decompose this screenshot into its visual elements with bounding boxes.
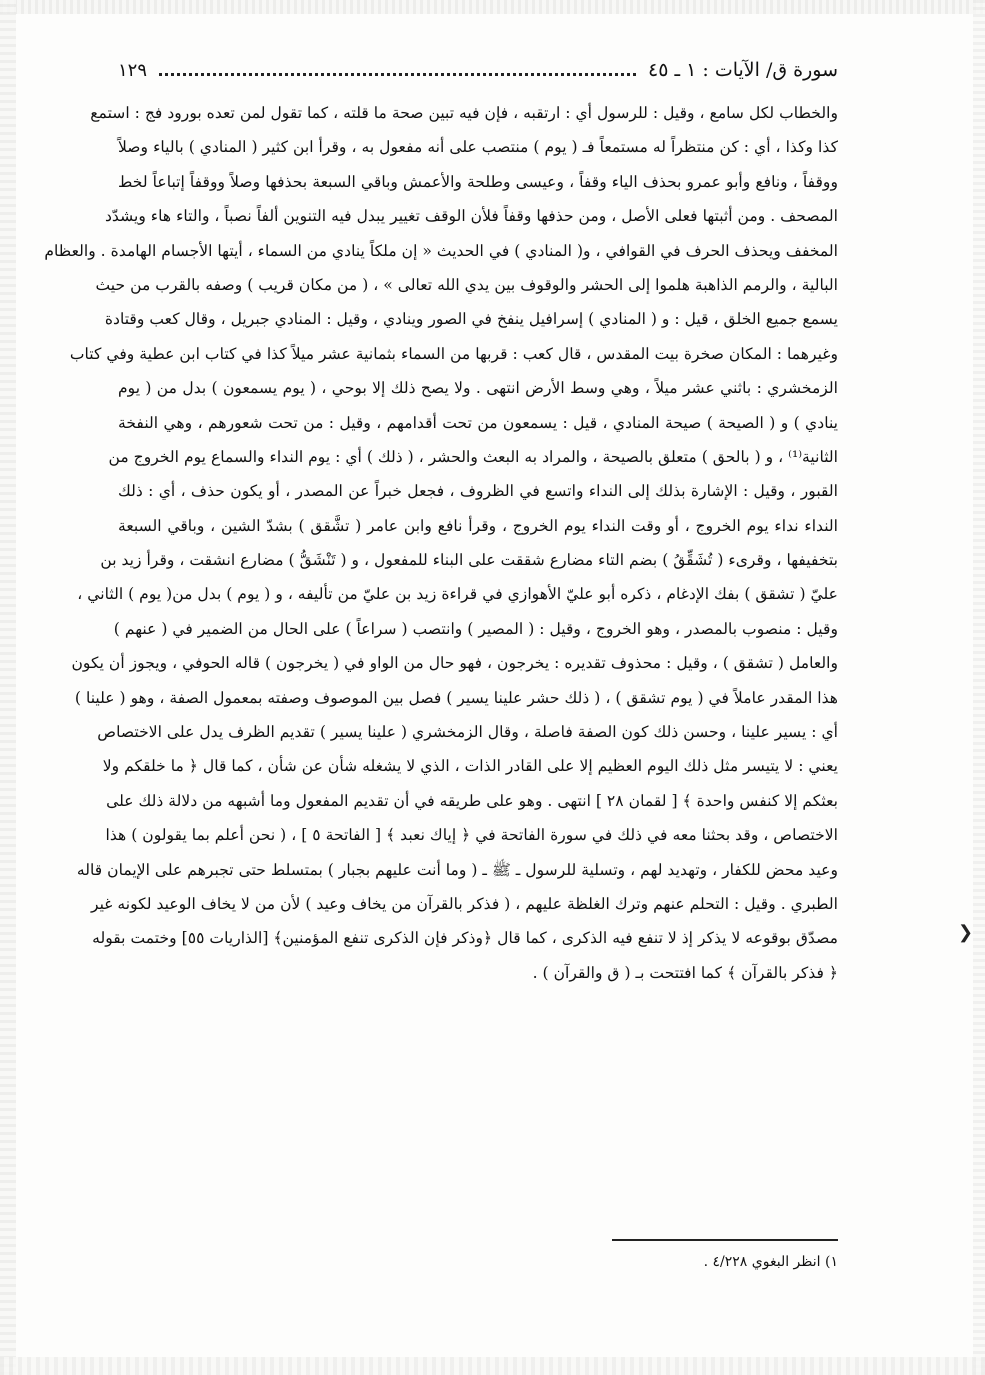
header-dot-leader: [159, 73, 636, 76]
body-line: والعامل ( تشقق ) ، وقيل : محذوف تقديره : يخرجون ، فهو حال من الواو في ( يخرجون ) قاله الحوفي ، ويجوز أن يكون: [71, 654, 838, 673]
body-line: البالية ، والرمم الذاهبة هلموا إلى الحشر والوقوف بين يدي الله تعالى » ، ( من مكان قريب ) وصفه بالقرب من حيث: [95, 275, 838, 294]
scan-edge-bottom: [0, 1357, 985, 1375]
footnote-rule: [612, 1239, 838, 1241]
body-line: ينادي ) و ( الصيحة ) صيحة المنادي ، قيل : يسمعون من تحت أقدامهم ، وقيل : من تحت شعورهم ، وهي النفخة: [118, 413, 838, 432]
body-line: يسمع جميع الخلق ، قيل : و ( المنادي ) إسرافيل ينفخ في الصور وينادي ، وقيل : المنادي جبريل ، وقال كعب وقتادة: [104, 310, 838, 329]
body-line: الطبري . وقيل : التحلم عنهم وترك الغلظة عليهم ، ( فذكر بالقرآن من يخاف وعيد ) لأن من لا يخاف الوعيد لكونه غير: [90, 894, 838, 913]
body-line: بعثكم إلا كنفس واحدة ﴾ [ لقمان ٢٨ ] انتهى . وهو على طريقه في أن تقديم المفعول وما أشبهه من دلالة ذلك على: [106, 791, 838, 810]
scan-edge-right: [973, 0, 985, 1375]
body-text: [44, 96, 838, 990]
body-line: ووقفاً ، ونافع وأبو عمرو بحذف الياء وقفاً ، وعيسى وطلحة والأعمش وباقي السبعة بحذفها وصلاً ووقفاً إتباعاً لخط: [118, 172, 838, 191]
body-line: وعيد محض للكفار ، وتهديد لهم ، وتسلية للرسول ـ ﷺ ـ ( وما أنت عليهم بجبار ) بمتسلط حتى تجبرهم على الإيمان قاله: [76, 860, 838, 879]
body-line: القبور ، وقيل : الإشارة بذلك إلى النداء واتسع في الظروف ، فجعل خبراً عن المصدر ، أو يكون حذف ، أي : ذلك: [118, 482, 838, 501]
body-line: كذا وكذا ، أي : كن منتظراً له مستمعاً فـ ( يوم ) منتصب على أنه مفعول به ، وقرأ ابن كثير ( المنادي ) بالياء وصلاً: [118, 138, 838, 157]
body-line: بتخفيفها ، وقرىء ( تُشَقِّقُ ) بضم التاء مضارع شققت على البناء للمفعول ، و ( تَنْشَقُّ ) مضارع انشقت ، وقرأ زيد بن: [100, 551, 838, 570]
margin-mark: ❯: [958, 922, 974, 943]
header-title: سورة ق/ الآيات : ١ ـ ٤٥: [648, 59, 838, 81]
body-line: أي : يسير علينا ، وحسن ذلك كون الصفة فاصلة ، وقال الزمخشري ( علينا يسير ) تقديم الظرف يدل على الاختصاص: [97, 723, 838, 742]
body-line: والخطاب لكل سامع ، وقيل : للرسول أي : ارتقبه ، فإن فيه تبين صحة ما قلته ، كما تقول لمن تعده بورود فج : استمع: [90, 104, 838, 122]
body-line: عليّ ( تشقق ) بفك الإدغام ، ذكره أبو عليّ الأهوازي في قراءة زيد بن عليّ من تأليفه ، و ( يوم ) بدل من( يوم ) الثاني ،: [77, 585, 838, 604]
body-line: النداء نداء يوم الخروج ، أو وقت النداء يوم الخروج ، وقرأ نافع وابن عامر ( تشَّقق ) بشدّ الشين ، وباقي السبعة: [118, 516, 838, 535]
body-line-last: ﴿ فذكر بالقرآن ﴾ كما افتتحت بـ ( ق والقرآن ) .: [532, 963, 838, 982]
running-header: [118, 52, 838, 88]
scan-edge-left: [0, 0, 16, 1375]
page-number: ١٢٩: [118, 59, 148, 81]
body-line: المصحف . ومن أثبتها فعلى الأصل ، ومن حذفها وقفاً فلأن الوقف تغيير يبدل فيه التنوين ألفاً نصباً ، والتاء هاء ويشدّد: [104, 207, 838, 226]
body-line: الاختصاص ، وقد بحثنا معه في ذلك في سورة الفاتحة في ﴿ إياك نعبد ﴾ [ الفاتحة ٥ ] ، ( نحن أعلم بما يقولون ) هذا: [105, 826, 838, 845]
body-line: الزمخشري : باثني عشر ميلاً ، وهي وسط الأرض انتهى . ولا يصح ذلك إلا بوحي ، ( يوم يسمعون ) بدل من ( يوم: [118, 379, 838, 398]
footnote: ١) انظر البغوي ٤/٢٢٨ .: [703, 1254, 838, 1270]
body-line: الثانية⁽¹⁾ ، و ( بالحق ) متعلق بالصيحة ، والمراد به البعث والحشر ، ( ذلك ) أي : يوم النداء والسماع يوم الخروج من: [108, 447, 838, 466]
body-line: يعني : لا يتيسر مثل ذلك اليوم العظيم إلا على القادر الذات ، الذي لا يشغله شأن عن شأن ، كما قال ﴿ ما خلقكم ولا: [102, 757, 838, 776]
body-line: مصدّق بوقوعه لا يذكر إذ لا تنفع فيه الذكرى ، كما قال ﴿وذكر فإن الذكرى تنفع المؤمنين﴾ [الذاريات ٥٥] وختمت بقوله: [92, 929, 838, 948]
scan-edge-top: [0, 0, 985, 14]
body-line: وقيل : منصوب بالمصدر ، وهو الخروج ، وقيل : ( المصير ) وانتصب ( سراعاً ) على الحال من الضمير في ( عنهم ): [113, 619, 838, 638]
body-line: وغيرهما : المكان صخرة بيت المقدس ، قال كعب : قربها من السماء بثمانية عشر ميلاً كذا في كتاب ابن عطية وفي كتاب: [69, 344, 838, 363]
body-line: المخفف ويحذف الحرف في القوافي ، و( المنادي ) في الحديث « إن ملكاً ينادي من السماء ، أيتها الأجسام الهامدة . والعظام: [44, 241, 838, 260]
body-line: هذا المقدر عاملاً في ( يوم تشقق ) ، ( ذلك حشر علينا يسير ) فصل بين الموصوف وصفته بمعمول الصفة ، وهو ( علينا ): [74, 688, 838, 707]
